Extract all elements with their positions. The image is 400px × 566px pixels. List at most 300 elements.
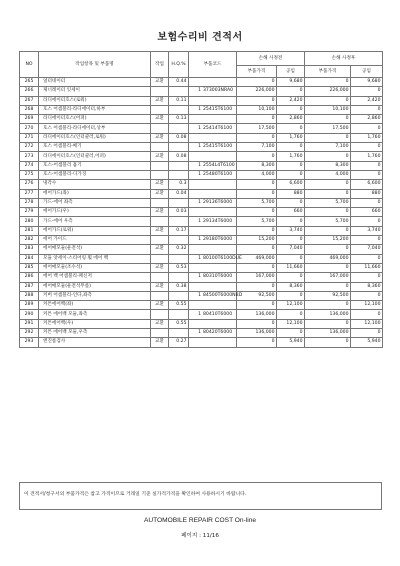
col-header-hq: H.Q.% <box>169 52 189 78</box>
cell-part-price-before: 136,000 <box>237 329 277 338</box>
cell-code: 29134T6000 <box>203 218 233 224</box>
cell-part-price-before: 0 <box>237 152 277 161</box>
cell-item: 호스 어셈블리-베기 <box>39 143 151 152</box>
cell-hq: 0.55 <box>169 301 189 310</box>
cell-code: 80420T6000 <box>203 330 233 336</box>
cell-part-code <box>189 254 242 263</box>
cell-hq <box>169 273 189 282</box>
table-row <box>20 170 383 179</box>
cell-no: 286 <box>20 273 39 282</box>
cell-hq: 0.08 <box>169 133 189 142</box>
cell-labor-before: 0 <box>277 198 305 207</box>
cell-part-price-before: 10,100 <box>237 105 277 114</box>
cell-part-code <box>189 208 237 217</box>
cell-labor-before: 0 <box>277 105 305 114</box>
cell-labor-after: 0 <box>351 124 383 133</box>
cell-no: 275 <box>20 170 39 179</box>
footer-text: AUTOMOBILE REPAIR COST On-line <box>143 517 257 524</box>
cell-no: 274 <box>20 161 39 170</box>
cell-qty: 1 <box>198 330 201 336</box>
cell-code: 25414T6100 <box>203 125 233 131</box>
cell-labor-after: 0 <box>351 143 383 152</box>
table-row <box>20 78 383 87</box>
cell-part-price-after: 0 <box>305 152 351 161</box>
table-row <box>20 152 383 161</box>
cell-part-price-before: 469,000 <box>237 254 277 263</box>
cell-part-price-after: 4,000 <box>305 170 351 179</box>
cell-work <box>151 198 169 207</box>
cell-labor-before: 8,360 <box>277 282 305 291</box>
cell-labor-before: 0 <box>277 329 305 338</box>
cell-no: 282 <box>20 236 39 245</box>
col-header-item: 작업항목 및 부품명 <box>39 52 151 78</box>
cell-labor-before: 0 <box>277 273 305 282</box>
col-header-labor-before: 공임 <box>277 66 305 78</box>
table-row <box>20 338 383 347</box>
cell-hq <box>169 124 189 133</box>
cell-part-price-before: 226,000 <box>237 87 277 96</box>
cell-item: 가드-에어 좌측 <box>39 198 151 207</box>
cell-labor-after: 1,760 <box>351 152 383 161</box>
cell-labor-after: 0 <box>351 161 383 170</box>
cell-no: 277 <box>20 189 39 198</box>
cell-code: 29180T6000 <box>203 237 233 243</box>
cell-qty: 1 <box>198 162 201 168</box>
cell-work <box>151 161 169 170</box>
cell-part-price-after: 0 <box>305 115 351 124</box>
cell-part-price-after: 15,200 <box>305 236 351 245</box>
cell-qty: 1 <box>198 107 201 113</box>
cell-labor-before: 1,760 <box>277 133 305 142</box>
cell-part-price-before: 0 <box>237 208 277 217</box>
cell-item: 에어가드(좌) <box>39 189 151 198</box>
cell-part-price-before: 4,000 <box>237 170 277 179</box>
cell-item: 가드-에어 우측 <box>39 217 151 226</box>
cell-item: 에어가드(로워) <box>39 226 151 235</box>
cell-work <box>151 170 169 179</box>
cell-part-price-before: 5,700 <box>237 217 277 226</box>
cell-work <box>151 254 169 263</box>
cell-part-price-after: 5,700 <box>305 198 351 207</box>
cell-labor-before: 12,100 <box>277 319 305 328</box>
cell-hq: 0.53 <box>169 263 189 272</box>
table-row <box>20 198 383 207</box>
col-header-work: 작업 <box>151 52 169 78</box>
cell-part-price-before: 7,100 <box>237 143 277 152</box>
cell-part-price-after: 0 <box>305 282 351 291</box>
table-row <box>20 301 383 310</box>
cell-no: 271 <box>20 133 39 142</box>
cell-labor-after: 8,360 <box>351 282 383 291</box>
cell-hq: 0.55 <box>169 319 189 328</box>
cell-labor-before: 11,660 <box>277 263 305 272</box>
cell-part-price-before: 0 <box>237 96 277 105</box>
cell-item: 얼터네이터 <box>39 78 151 87</box>
cell-work: 교환 <box>151 152 169 161</box>
cell-labor-before: 2,420 <box>277 96 305 105</box>
table-row <box>20 273 383 282</box>
cell-part-price-after: 10,100 <box>305 105 351 114</box>
col-header-part-price-after: 부품가격 <box>305 66 351 78</box>
cell-code: 80410T6000 <box>203 311 233 317</box>
cell-part-price-after: 226,000 <box>305 87 351 96</box>
cell-hq <box>169 170 189 179</box>
table-row <box>20 329 383 338</box>
cell-part-code <box>189 263 237 272</box>
cell-part-price-before: 17,500 <box>237 124 277 133</box>
cell-part-code <box>189 226 237 235</box>
cell-hq <box>169 143 189 152</box>
cell-part-price-before: 0 <box>237 189 277 198</box>
cell-hq <box>169 254 189 263</box>
cell-item: 호스-어셈블리-디가징 <box>39 170 151 179</box>
cell-item: 라디에이터호스(로워) <box>39 96 151 105</box>
cell-work: 교환 <box>151 263 169 272</box>
cell-item: 에어가드(우) <box>39 208 151 217</box>
cell-part-price-after: 0 <box>305 78 351 87</box>
table-row <box>20 105 383 114</box>
cell-qty: 1 <box>198 218 201 224</box>
price-notice: 이 견적서/청구서의 부품가격은 참고 가격이므로 거래일 기준 실가격가격을 확인하여 사용하시기 바랍니다. <box>19 482 382 510</box>
cell-hq <box>169 236 189 245</box>
cell-item: 라디에이터호스(어퍼) <box>39 115 151 124</box>
cell-item: 제너레이터 잇세이 <box>39 87 151 96</box>
table-row <box>20 236 383 245</box>
cell-part-price-before: 8,300 <box>237 161 277 170</box>
cell-item: 커튼에어백(우) <box>39 319 151 328</box>
cell-part-price-after: 0 <box>305 180 351 189</box>
cell-part-price-before: 15,200 <box>237 236 277 245</box>
cell-labor-before: 7,040 <box>277 245 305 254</box>
cell-hq <box>169 198 189 207</box>
cell-work <box>151 273 169 282</box>
cell-code: 84500T6000NBD <box>203 292 243 298</box>
cell-hq: 0.17 <box>169 226 189 235</box>
cell-labor-before: 0 <box>277 161 305 170</box>
cell-item: 커튼 에어백 모듈,좌측 <box>39 310 151 319</box>
cell-part-price-after: 0 <box>305 226 351 235</box>
cell-no: 270 <box>20 124 39 133</box>
table-row <box>20 254 383 263</box>
cell-no: 288 <box>20 291 39 300</box>
cell-part-price-after: 136,000 <box>305 329 351 338</box>
cell-part-price-before: 0 <box>237 263 277 272</box>
cell-labor-after: 0 <box>351 273 383 282</box>
cell-labor-after: 6,600 <box>351 180 383 189</box>
cell-work: 교환 <box>151 319 169 328</box>
cell-labor-before: 0 <box>277 254 305 263</box>
cell-no: 283 <box>20 245 39 254</box>
cell-labor-before: 1,760 <box>277 152 305 161</box>
cell-part-price-after: 8,300 <box>305 161 351 170</box>
cell-work: 교환 <box>151 282 169 291</box>
col-header-part-code: 부품코드 <box>189 52 237 78</box>
cell-work: 교환 <box>151 301 169 310</box>
cell-part-price-after: 0 <box>305 208 351 217</box>
cell-work: 교환 <box>151 189 169 198</box>
table-row <box>20 263 383 272</box>
cell-work <box>151 310 169 319</box>
cell-item: 에어 가이드 <box>39 236 151 245</box>
cell-item: 라디에이터호스(인터쿨러,로워) <box>39 133 151 142</box>
cell-no: 290 <box>20 310 39 319</box>
table-row <box>20 226 383 235</box>
cell-labor-before: 0 <box>277 124 305 133</box>
cell-labor-after: 0 <box>351 170 383 179</box>
table-row <box>20 245 383 254</box>
cell-work: 교환 <box>151 78 169 87</box>
cell-part-price-after: 469,000 <box>305 254 351 263</box>
cell-no: 267 <box>20 96 39 105</box>
cell-part-code <box>189 180 237 189</box>
table-row <box>20 282 383 291</box>
cell-hq <box>169 291 189 300</box>
cell-item: 모듈 앗세이-스티어링 휠 에어 백 <box>39 254 151 263</box>
cell-part-price-after: 0 <box>305 263 351 272</box>
estimate-table <box>19 51 383 348</box>
cell-labor-before: 12,100 <box>277 301 305 310</box>
cell-part-code <box>189 170 237 179</box>
cell-no: 289 <box>20 301 39 310</box>
cell-part-price-before: 0 <box>237 282 277 291</box>
cell-no: 276 <box>20 180 39 189</box>
cell-part-price-before: 0 <box>237 245 277 254</box>
cell-labor-before: 0 <box>277 87 305 96</box>
cell-work <box>151 291 169 300</box>
table-row <box>20 133 383 142</box>
cell-no: 281 <box>20 226 39 235</box>
cell-part-code <box>189 115 237 124</box>
cell-work: 교환 <box>151 245 169 254</box>
cell-hq <box>169 161 189 170</box>
cell-no: 293 <box>20 338 39 347</box>
table-body <box>20 78 383 348</box>
cell-no: 292 <box>20 329 39 338</box>
cell-part-code <box>189 291 243 300</box>
cell-code: 80310T6000 <box>203 274 233 280</box>
cell-part-code <box>189 152 237 161</box>
cell-part-code <box>189 87 237 96</box>
cell-part-code <box>189 273 237 282</box>
cell-part-price-after: 167,000 <box>305 273 351 282</box>
cell-labor-before: 2,860 <box>277 115 305 124</box>
table-row <box>20 143 383 152</box>
cell-labor-before: 0 <box>277 291 305 300</box>
cell-no: 291 <box>20 319 39 328</box>
cell-code: 80100T6100DUE <box>203 255 242 261</box>
cell-hq: 0.13 <box>169 115 189 124</box>
cell-labor-after: 0 <box>351 217 383 226</box>
cell-labor-before: 0 <box>277 170 305 179</box>
cell-labor-before: 6,600 <box>277 180 305 189</box>
cell-part-price-after: 0 <box>305 245 351 254</box>
cell-no: 269 <box>20 115 39 124</box>
table-row <box>20 310 383 319</box>
cell-part-code <box>189 310 237 319</box>
cell-labor-after: 0 <box>351 198 383 207</box>
cell-qty: 1 <box>198 172 201 178</box>
cell-qty: 1 <box>198 88 201 94</box>
cell-qty: 1 <box>198 200 201 205</box>
table-row <box>20 115 383 124</box>
cell-labor-after: 1,760 <box>351 133 383 142</box>
cell-part-price-before: 0 <box>237 115 277 124</box>
cell-part-code <box>189 96 237 105</box>
cell-work <box>151 124 169 133</box>
cell-hq: 0.27 <box>169 338 189 347</box>
col-header-no: NO <box>20 52 39 78</box>
table-row <box>20 319 383 328</box>
cell-work: 교환 <box>151 226 169 235</box>
cell-part-code <box>189 198 237 207</box>
cell-part-price-after: 5,700 <box>305 217 351 226</box>
cell-labor-after: 3,740 <box>351 226 383 235</box>
cell-part-price-after: 7,100 <box>305 143 351 152</box>
cell-no: 284 <box>20 254 39 263</box>
cell-labor-after: 0 <box>351 291 383 300</box>
cell-hq: 0.32 <box>169 245 189 254</box>
cell-item: 에어매모듈(운전석) <box>39 245 151 254</box>
cell-qty: 1 <box>198 255 201 261</box>
cell-labor-after: 2,420 <box>351 96 383 105</box>
cell-item: 커튼 에어백 모듈,우측 <box>39 329 151 338</box>
cell-work: 교환 <box>151 96 169 105</box>
cell-hq: 0.44 <box>169 78 189 87</box>
cell-part-price-before: 0 <box>237 301 277 310</box>
cell-work: 교환 <box>151 338 169 347</box>
cell-hq: 0.3 <box>169 180 189 189</box>
cell-labor-after: 5,940 <box>351 338 383 347</box>
cell-no: 287 <box>20 282 39 291</box>
cell-part-code <box>189 217 237 226</box>
cell-part-code <box>189 105 237 114</box>
cell-labor-after: 880 <box>351 189 383 198</box>
cell-part-code <box>189 236 237 245</box>
cell-code: 29136T6000 <box>203 200 233 205</box>
cell-code: 2554L4T6100 <box>203 162 235 168</box>
cell-work: 교환 <box>151 180 169 189</box>
cell-code: 25415T6100 <box>203 144 233 150</box>
cell-no: 273 <box>20 152 39 161</box>
cell-labor-after: 0 <box>351 254 383 263</box>
cell-code: 25415T6100 <box>203 107 233 113</box>
cell-qty: 1 <box>198 292 201 298</box>
cell-labor-before: 0 <box>277 217 305 226</box>
col-header-after: 손해 사정후 <box>305 52 383 66</box>
cell-labor-before: 880 <box>277 189 305 198</box>
cell-work <box>151 217 169 226</box>
cell-no: 266 <box>20 87 39 96</box>
cell-no: 278 <box>20 198 39 207</box>
cell-labor-after: 12,100 <box>351 301 383 310</box>
cell-hq: 0.08 <box>169 152 189 161</box>
col-header-part-price-before: 부품가격 <box>237 66 277 78</box>
cell-part-price-before: 5,700 <box>237 198 277 207</box>
cell-item: 커버 어셈블리-인다,좌측 <box>39 291 151 300</box>
cell-qty: 1 <box>198 274 201 280</box>
cell-labor-before: 3,740 <box>277 226 305 235</box>
table-row <box>20 96 383 105</box>
cell-labor-after: 0 <box>351 236 383 245</box>
cell-no: 279 <box>20 208 39 217</box>
table-row <box>20 189 383 198</box>
cell-part-price-before: 0 <box>237 133 277 142</box>
cell-qty: 1 <box>198 125 201 131</box>
table-row <box>20 217 383 226</box>
cell-part-code <box>189 245 237 254</box>
cell-hq: 0.38 <box>169 282 189 291</box>
cell-part-code <box>189 319 237 328</box>
cell-part-price-before: 0 <box>237 226 277 235</box>
table-row <box>20 208 383 217</box>
cell-part-code <box>189 143 237 152</box>
cell-labor-before: 0 <box>277 310 305 319</box>
cell-item: 호스 어셈블리-라디에이터,상부 <box>39 124 151 133</box>
cell-part-code <box>189 189 237 198</box>
cell-hq: 0.04 <box>169 189 189 198</box>
cell-labor-before: 0 <box>277 143 305 152</box>
table-row <box>20 87 383 96</box>
cell-part-price-before: 0 <box>237 78 277 87</box>
cell-part-code <box>189 161 237 170</box>
cell-work <box>151 87 169 96</box>
cell-part-price-after: 0 <box>305 96 351 105</box>
cell-item: 에어매모듈(운전석무릎) <box>39 282 151 291</box>
cell-part-price-before: 0 <box>237 338 277 347</box>
table-row <box>20 291 383 300</box>
cell-qty: 1 <box>198 311 201 317</box>
cell-item: 호스-어셈블리 흡기 <box>39 161 151 170</box>
cell-work: 교환 <box>151 115 169 124</box>
cell-labor-after: 0 <box>351 310 383 319</box>
cell-labor-before: 660 <box>277 208 305 217</box>
cell-part-price-before: 0 <box>237 180 277 189</box>
cell-item: 냉각수 <box>39 180 151 189</box>
cell-part-price-after: 0 <box>305 338 351 347</box>
page-number: 페이지 : 11/16 <box>181 533 219 539</box>
cell-part-code <box>189 124 237 133</box>
cell-hq <box>169 105 189 114</box>
cell-part-price-before: 136,000 <box>237 310 277 319</box>
cell-hq: 0.11 <box>169 96 189 105</box>
cell-labor-after: 2,860 <box>351 115 383 124</box>
cell-part-price-before: 167,000 <box>237 273 277 282</box>
cell-part-price-after: 0 <box>305 301 351 310</box>
cell-part-price-before: 0 <box>237 319 277 328</box>
cell-work <box>151 105 169 114</box>
cell-part-price-after: 17,500 <box>305 124 351 133</box>
cell-labor-after: 9,680 <box>351 78 383 87</box>
cell-labor-after: 11,660 <box>351 263 383 272</box>
cell-part-code <box>189 301 237 310</box>
cell-item: 라디에이터호스(인터쿨러,어퍼) <box>39 152 151 161</box>
cell-labor-after: 12,100 <box>351 319 383 328</box>
cell-labor-after: 0 <box>351 87 383 96</box>
cell-part-price-after: 136,000 <box>305 310 351 319</box>
cell-code: 373003NRA0 <box>203 88 234 94</box>
col-header-labor-after: 공임 <box>351 66 383 78</box>
cell-part-price-after: 0 <box>305 133 351 142</box>
cell-hq <box>169 329 189 338</box>
cell-no: 272 <box>20 143 39 152</box>
cell-work: 교환 <box>151 208 169 217</box>
cell-part-price-before: 92,500 <box>237 291 277 300</box>
document-title: 보험수리비 견적서 <box>157 32 243 43</box>
cell-work <box>151 329 169 338</box>
cell-part-code <box>189 282 237 291</box>
cell-part-code <box>189 338 237 347</box>
cell-part-code <box>189 133 237 142</box>
